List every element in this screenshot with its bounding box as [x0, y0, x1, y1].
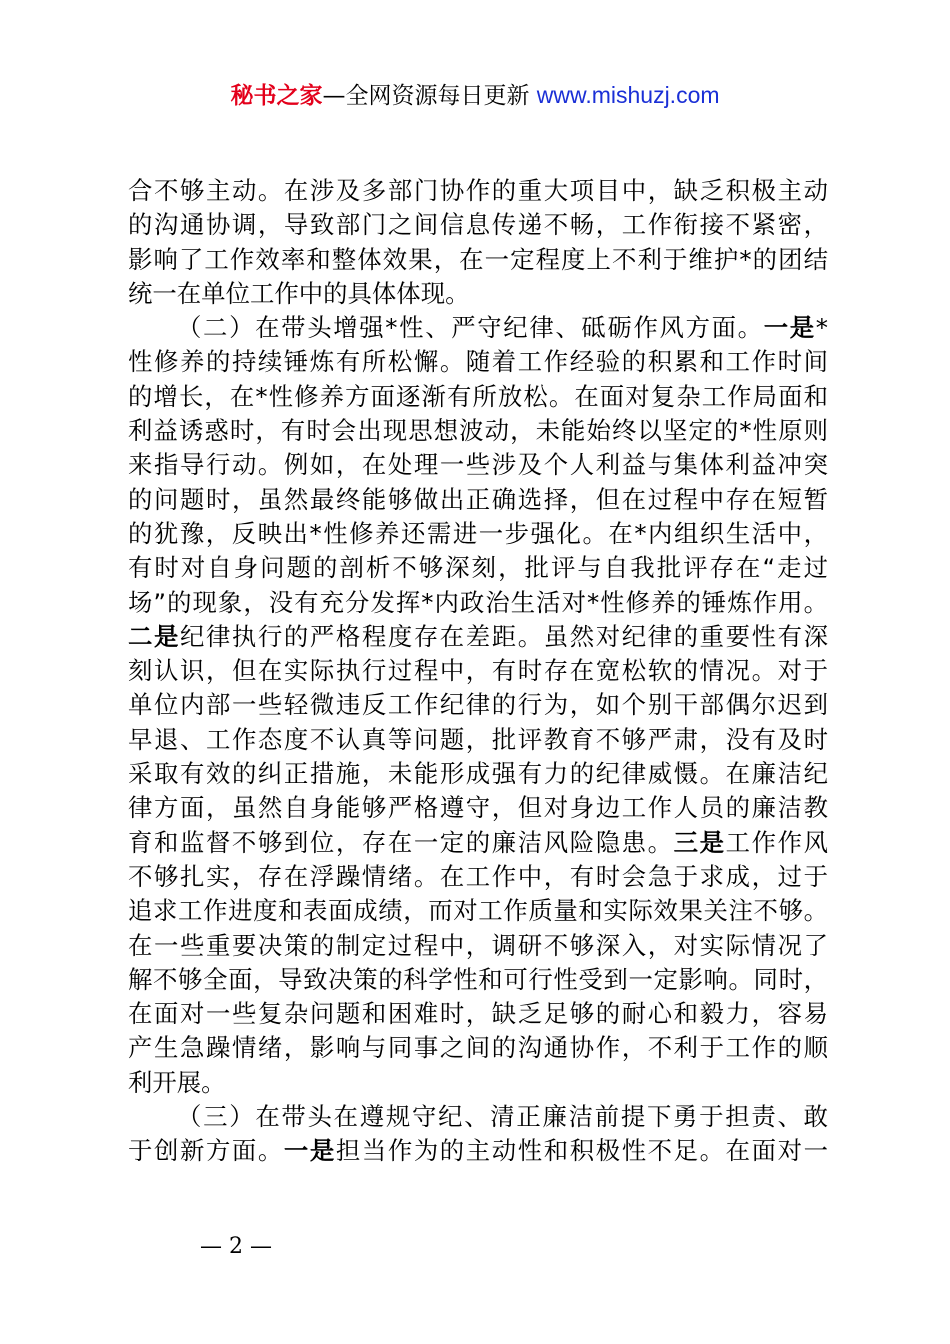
- text-fragment: 于创新方面。: [128, 1136, 284, 1166]
- text-line: [128, 1134, 828, 1168]
- section-three-heading: （三）在带头在遵规守纪、清正廉洁前提下勇于担责、敢: [177, 1102, 828, 1132]
- text-line: 产生急躁情绪，影响与同事之间的沟通协作，不利于工作的顺: [128, 1033, 828, 1063]
- text-line: 场”的现象，没有充分发挥*内政治生活对*性修养的锤炼作用。: [128, 587, 828, 617]
- section-two-heading: （二）在带头增强*性、严守纪律、砥砺作风方面。: [177, 313, 764, 343]
- text-line: 合不够主动。在涉及多部门协作的重大项目中，缺乏积极主动: [128, 176, 828, 205]
- text-line: 解不够全面，导致决策的科学性和可行性受到一定影响。同时，: [128, 964, 828, 994]
- text-line: [128, 620, 828, 654]
- text-line: 影响了工作效率和整体效果，在一定程度上不利于维护*的团结: [128, 244, 828, 274]
- point-one-marker: 一是: [283, 1136, 336, 1166]
- text-fragment: 纪律执行的严格程度存在差距。虽然对纪律的重要性有深: [179, 621, 828, 651]
- text-line: 在一些重要决策的制定过程中，调研不够深入，对实际情况了: [128, 930, 828, 960]
- point-one-marker: 一是: [763, 313, 816, 343]
- point-three-marker: 三是: [673, 827, 726, 857]
- text-line: 律方面，虽然自身能够严格遵守，但对身边工作人员的廉洁教: [128, 793, 828, 823]
- text-line: 追求工作进度和表面成绩，而对工作质量和实际效果关注不够。: [128, 896, 828, 926]
- text-line: 统一在单位工作中的具体体现。: [128, 278, 470, 308]
- page-number: — 2 —: [200, 1234, 272, 1259]
- text-fragment: 担当作为的主动性和积极性不足。在面对一: [335, 1136, 828, 1166]
- text-line: 采取有效的纠正措施，未能形成强有力的纪律威慑。在廉洁纪: [128, 759, 828, 789]
- text-line: 在面对一些复杂问题和困难时，缺乏足够的耐心和毅力，容易: [128, 999, 828, 1029]
- text-line: 不够扎实，存在浮躁情绪。在工作中，有时会急于求成，过于: [128, 861, 828, 891]
- document-body: [128, 174, 828, 1169]
- text-line: 有时对自身问题的剖析不够深刻，批评与自我批评存在“走过: [128, 553, 828, 583]
- text-line: 来指导行动。例如，在处理一些涉及个人利益与集体利益冲突: [128, 450, 828, 480]
- text-line: 的沟通协调，导致部门之间信息传递不畅，工作衔接不紧密，: [128, 210, 828, 240]
- site-watermark-header: [0, 80, 950, 111]
- brand-name: 秘书之家: [230, 83, 323, 109]
- point-two-marker: 二是: [128, 621, 180, 651]
- text-line: 单位内部一些轻微违反工作纪律的行为，如个别干部偶尔迟到: [128, 690, 828, 720]
- section-heading-line: [128, 311, 828, 345]
- text-fragment: *: [815, 313, 828, 343]
- text-line: 的犹豫，反映出*性修养还需进一步强化。在*内组织生活中，: [128, 518, 828, 548]
- brand-slogan: —全网资源每日更新: [322, 83, 537, 109]
- text-line: [128, 826, 828, 860]
- text-line: 性修养的持续锤炼有所松懈。随着工作经验的积累和工作时间: [128, 347, 828, 377]
- text-line: 利开展。: [128, 1067, 226, 1097]
- text-line: 的增长，在*性修养方面逐渐有所放松。在面对复杂工作局面和: [128, 381, 828, 411]
- text-line: 刻认识，但在实际执行过程中，有时存在宽松软的情况。对于: [128, 656, 828, 686]
- text-line: 早退、工作态度不认真等问题，批评教育不够严肃，没有及时: [128, 724, 828, 754]
- text-line: 的问题时，虽然最终能够做出正确选择，但在过程中存在短暂: [128, 484, 828, 514]
- text-fragment: 工作作风: [725, 827, 828, 857]
- text-fragment: 育和监督不够到位，存在一定的廉洁风险隐患。: [128, 827, 674, 857]
- brand-url: www.mishuzj.com: [536, 82, 720, 108]
- text-line: 利益诱惑时，有时会出现思想波动，未能始终以坚定的*性原则: [128, 416, 828, 446]
